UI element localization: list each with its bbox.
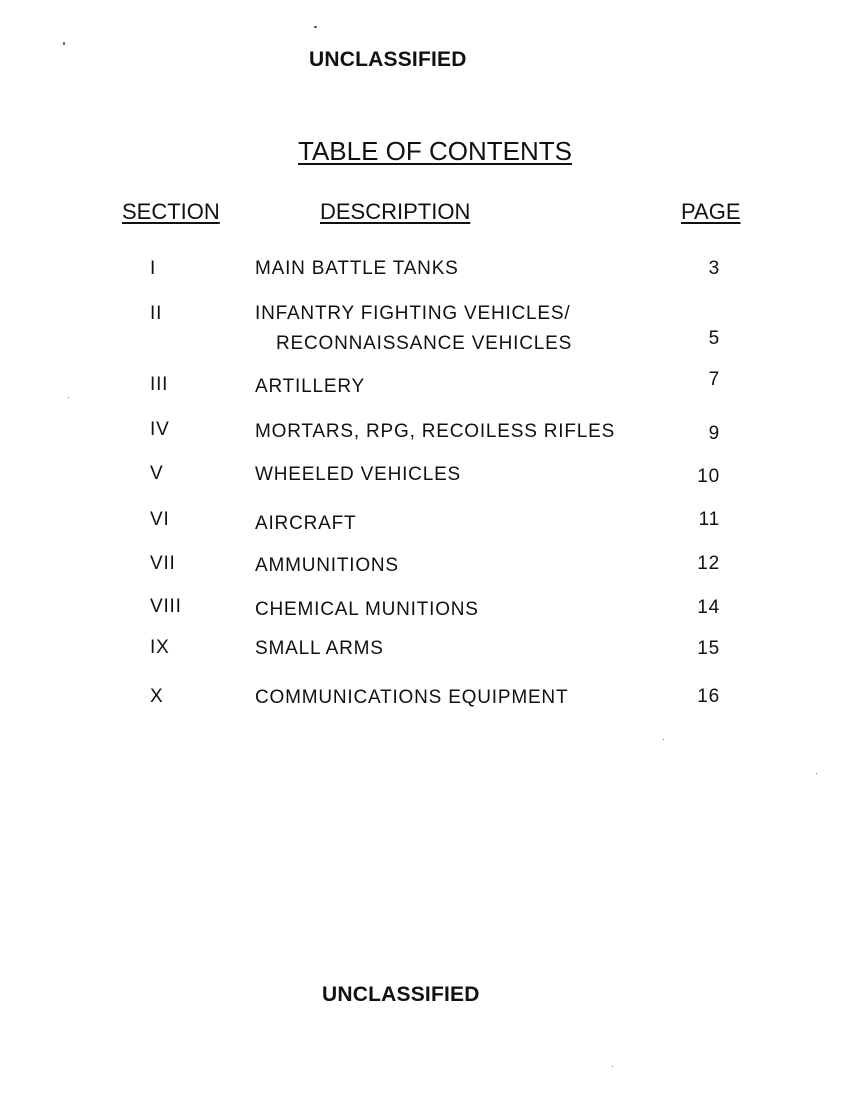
toc-description: MAIN BATTLE TANKS [255,258,459,279]
toc-page-number: 10 [697,466,720,487]
column-header-page: PAGE [681,199,741,224]
scan-speck [816,773,817,774]
toc-page-number: 9 [708,423,720,444]
toc-page-number: 12 [697,553,720,574]
toc-section-number: VI [150,509,170,530]
toc-description: SMALL ARMS [255,638,384,659]
toc-section-number: II [150,303,163,324]
toc-description: MORTARS, RPG, RECOILESS RIFLES [255,421,616,442]
toc-page-number: 16 [697,686,720,707]
toc-page-number: 7 [708,369,720,390]
page-title: TABLE OF CONTENTS [298,136,572,166]
toc-description: CHEMICAL MUNITIONS [255,599,479,620]
toc-description: INFANTRY FIGHTING VEHICLES/ [255,303,571,324]
classification-header: UNCLASSIFIED [309,48,467,71]
toc-section-number: III [150,374,169,395]
toc-section-number: X [150,686,164,707]
scan-speck [314,26,317,28]
toc-description-continued: RECONNAISSANCE VEHICLES [276,333,573,354]
toc-page-number: 15 [697,638,720,659]
toc-section-number: VII [150,553,176,574]
column-header-section: SECTION [122,199,220,224]
column-header-description: DESCRIPTION [320,199,471,224]
scan-speck [663,739,664,740]
toc-section-number: IX [150,637,170,658]
scan-speck [612,1066,613,1067]
classification-footer: UNCLASSIFIED [322,983,480,1006]
toc-section-number: VIII [150,596,182,617]
toc-page-number: 5 [708,328,720,349]
toc-description: COMMUNICATIONS EQUIPMENT [255,687,569,708]
toc-page-number: 11 [698,509,720,530]
toc-description: AIRCRAFT [255,513,357,534]
toc-section-number: IV [150,419,170,440]
toc-section-number: I [150,258,157,279]
toc-page-number: 14 [697,597,720,618]
scan-speck [63,42,65,45]
toc-description: ARTILLERY [255,376,365,397]
scan-speck [68,397,69,398]
toc-description: WHEELED VEHICLES [255,464,462,485]
toc-section-number: V [150,463,164,484]
toc-description: AMMUNITIONS [255,555,399,576]
toc-page-number: 3 [708,258,720,279]
